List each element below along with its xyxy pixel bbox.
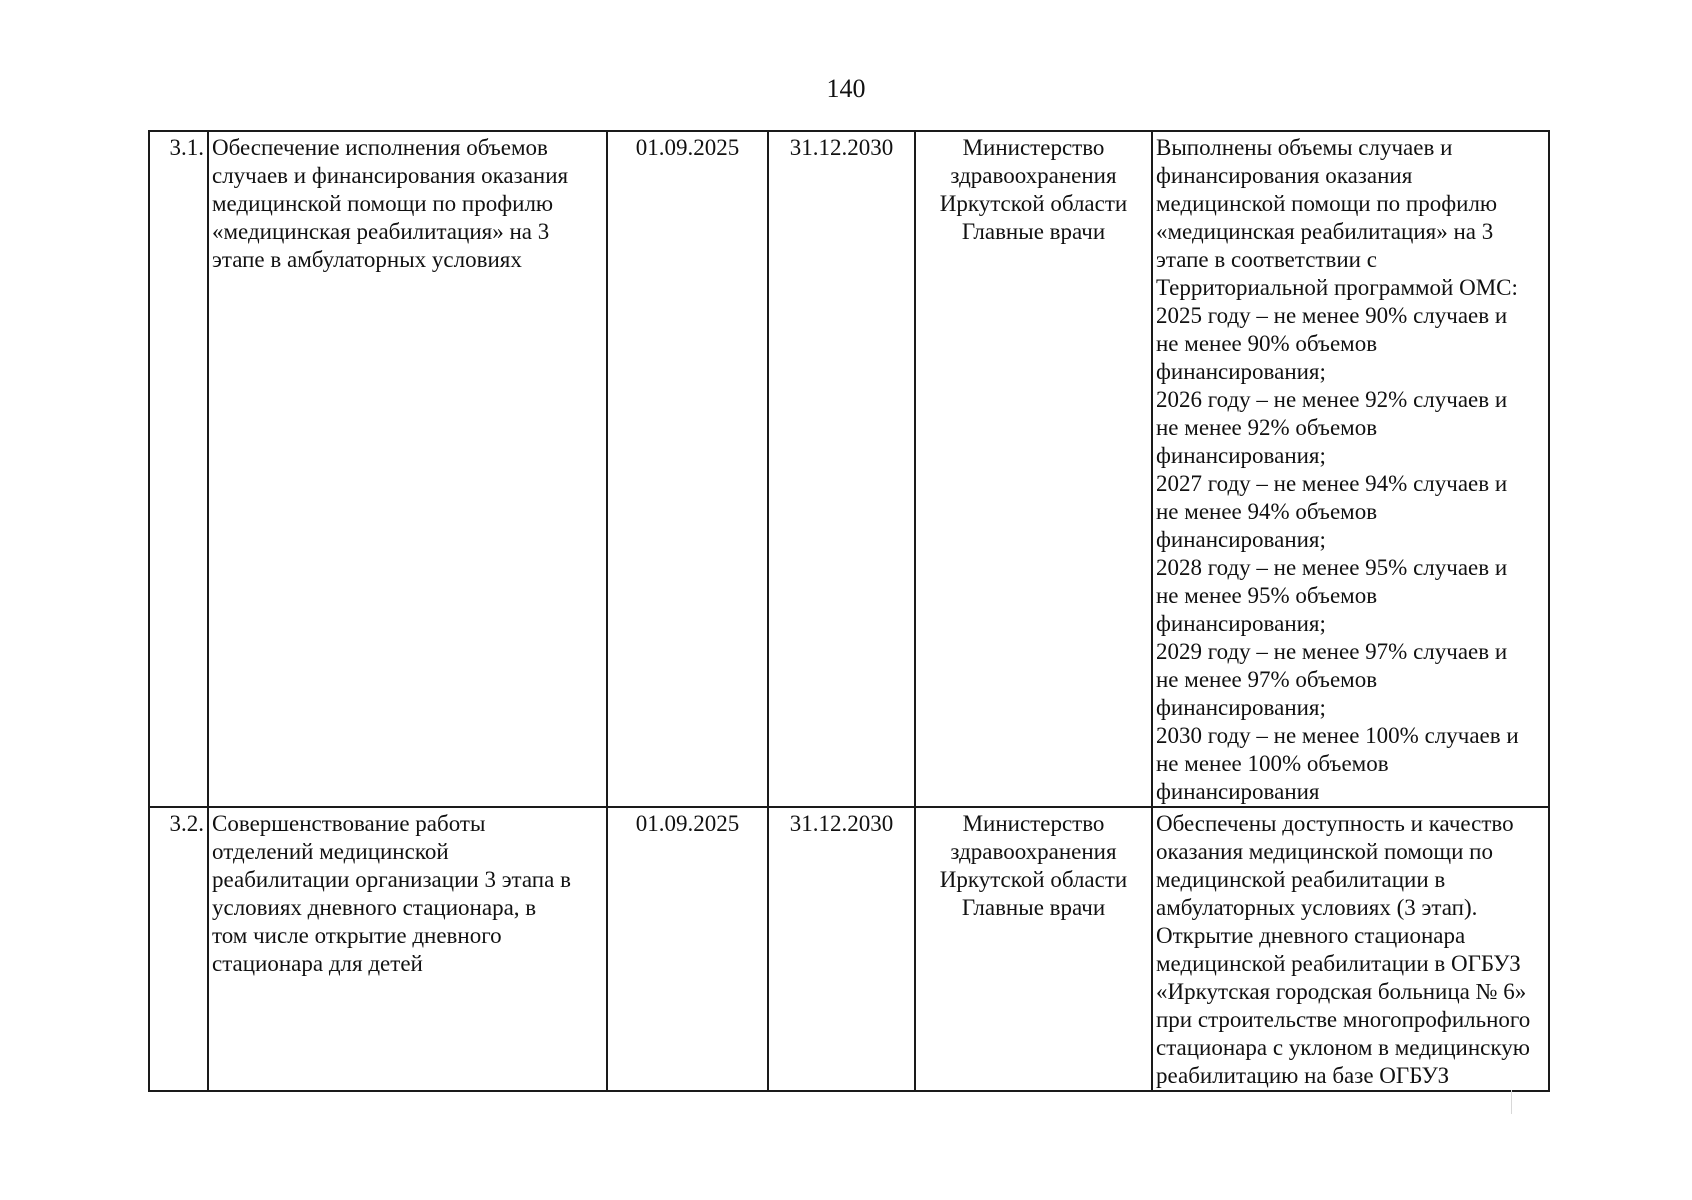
text-line: финансирования (1156, 779, 1320, 804)
text-line: здравоохранения (950, 839, 1117, 864)
text-line: Территориальной программой ОМС: (1156, 275, 1518, 300)
table-row (149, 807, 1549, 1091)
text-line: «Иркутская городская больница № 6» (1156, 979, 1527, 1004)
text-line: Обеспечение исполнения объемов (212, 135, 548, 160)
text-line: реабилитацию на базе ОГБУЗ (1156, 1063, 1450, 1088)
text-line: финансирования; (1156, 359, 1326, 384)
text-line: оказания медицинской помощи по (1156, 839, 1493, 864)
text-line: 2029 году – не менее 97% случаев и (1156, 639, 1508, 664)
text-line: финансирования; (1156, 443, 1326, 468)
text-line: не менее 94% объемов (1156, 499, 1378, 524)
text-line: Иркутской области (939, 191, 1128, 216)
text-line: стационара с уклоном в медицинскую (1156, 1035, 1530, 1060)
text-line: 2030 году – не менее 100% случаев и (1156, 723, 1519, 748)
text-line: этапе в амбулаторных условиях (212, 247, 522, 272)
text-line: не менее 100% объемов (1156, 751, 1389, 776)
text-line: стационара для детей (212, 951, 423, 976)
text-line: 2027 году – не менее 94% случаев и (1156, 471, 1508, 496)
start-date: 01.09.2025 (607, 807, 768, 1091)
text-line: Министерство (962, 135, 1105, 160)
text-line: Иркутской области (939, 867, 1128, 892)
text-line: этапе в соответствии с (1156, 247, 1377, 272)
text-line: медицинской помощи по профилю (212, 191, 554, 216)
end-date: 31.12.2030 (768, 131, 915, 807)
item-number: 3.2. (149, 807, 208, 1091)
measure-description (208, 131, 607, 807)
text-line: «медицинская реабилитация» на 3 (212, 219, 550, 244)
end-date: 31.12.2030 (768, 807, 915, 1091)
text-line: 2028 году – не менее 95% случаев и (1156, 555, 1508, 580)
text-line: Главные врачи (961, 219, 1106, 244)
text-line: при строительстве многопрофильного (1156, 1007, 1531, 1032)
item-number: 3.1. (149, 131, 208, 807)
text-line: Обеспечены доступность и качество (1156, 811, 1514, 836)
text-line: финансирования; (1156, 695, 1326, 720)
text-line: медицинской помощи по профилю (1156, 191, 1498, 216)
page-number: 140 (826, 74, 866, 103)
table-row (149, 131, 1549, 807)
expected-result (1152, 131, 1549, 807)
text-line: Выполнены объемы случаев и (1156, 135, 1453, 160)
text-line: реабилитации организации 3 этапа в (212, 867, 571, 892)
text-line: не менее 90% объемов (1156, 331, 1378, 356)
text-line: финансирования; (1156, 527, 1326, 552)
text-line: не менее 92% объемов (1156, 415, 1378, 440)
text-line: здравоохранения (950, 163, 1117, 188)
text-line: том числе открытие дневного (212, 923, 502, 948)
text-line: амбулаторных условиях (3 этап). (1156, 895, 1478, 920)
text-line: условиях дневного стационара, в (212, 895, 537, 920)
text-line: не менее 97% объемов (1156, 667, 1378, 692)
text-line: Главные врачи (961, 895, 1106, 920)
text-line: медицинской реабилитации в ОГБУЗ (1156, 951, 1521, 976)
responsible-executor (915, 131, 1152, 807)
text-line: 2026 году – не менее 92% случаев и (1156, 387, 1508, 412)
responsible-executor (915, 807, 1152, 1091)
text-line: Совершенствование работы (212, 811, 486, 836)
text-line: Открытие дневного стационара (1156, 923, 1466, 948)
text-line: случаев и финансирования оказания (212, 163, 569, 188)
text-line: 2025 году – не менее 90% случаев и (1156, 303, 1508, 328)
start-date: 01.09.2025 (607, 131, 768, 807)
measures-table (148, 130, 1550, 1092)
text-line: финансирования; (1156, 611, 1326, 636)
text-line: не менее 95% объемов (1156, 583, 1378, 608)
text-line: Министерство (962, 811, 1105, 836)
scan-artifact (1511, 1090, 1512, 1114)
measure-description (208, 807, 607, 1091)
text-line: медицинской реабилитации в (1156, 867, 1446, 892)
text-line: финансирования оказания (1156, 163, 1413, 188)
text-line: «медицинская реабилитация» на 3 (1156, 219, 1494, 244)
text-line: отделений медицинской (212, 839, 449, 864)
expected-result (1152, 807, 1549, 1091)
